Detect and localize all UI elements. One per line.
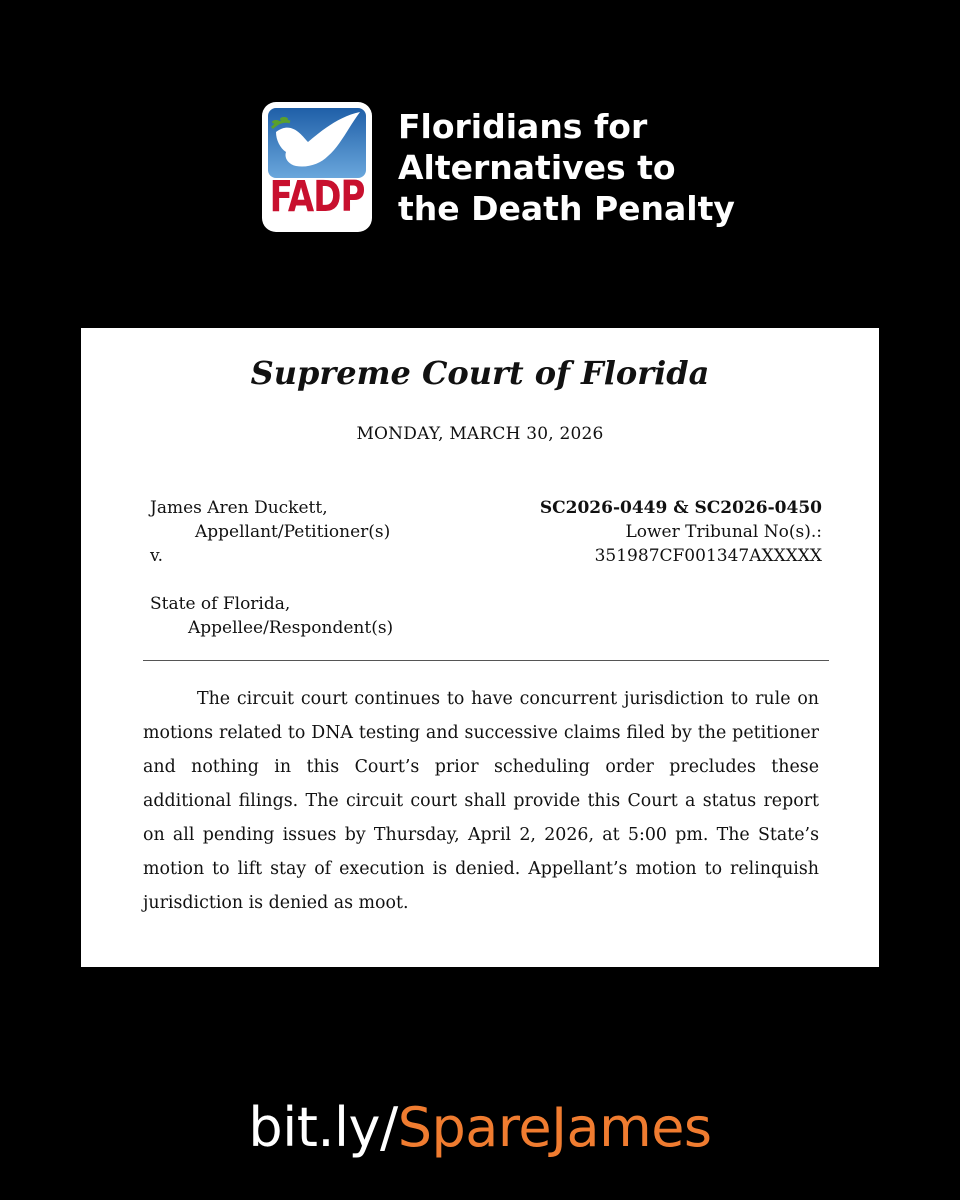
logo-text: FADP <box>269 172 365 222</box>
header <box>262 102 735 232</box>
fadp-logo <box>262 102 372 232</box>
lower-tribunal-number: 351987CF001347AXXXXX <box>594 546 822 566</box>
order-body: The circuit court continues to have concurrent jurisdiction to rule on motions related to DNA testing and successive claims filed by the petitioner and nothing in this Court’s prior scheduling order precludes these additional filings. The circuit court shall provide this Court a status report on all pending issues by Thursday, April 2, 2026, at 5:00 pm. The State’s motion to lift stay of execution is denied. Appellant’s motion to relinquish jurisdiction is denied as moot. <box>143 689 819 913</box>
url-highlight: SpareJames <box>397 1096 712 1159</box>
appellee-name: State of Florida, <box>150 594 291 614</box>
appellant-role: Appellant/Petitioner(s) <box>195 522 391 542</box>
versus: v. <box>150 546 163 566</box>
court-title: Supreme Court of Florida <box>250 354 710 392</box>
case-info <box>540 496 822 568</box>
url-prefix: bit.ly/ <box>248 1096 398 1159</box>
divider <box>143 660 829 661</box>
org-name-line: Floridians for <box>398 106 648 146</box>
court-order-document <box>81 328 879 967</box>
org-name-line: the Death Penalty <box>398 188 735 228</box>
org-name <box>398 106 735 229</box>
case-numbers: SC2026-0449 & SC2026-0450 <box>539 498 822 518</box>
campaign-link[interactable] <box>0 1096 960 1159</box>
appellee-role: Appellee/Respondent(s) <box>188 618 394 638</box>
appellant-name: James Aren Duckett, <box>150 498 328 518</box>
case-parties <box>150 496 393 640</box>
org-name-line: Alternatives to <box>398 147 676 187</box>
lower-tribunal-label: Lower Tribunal No(s).: <box>625 522 822 542</box>
order-date: MONDAY, MARCH 30, 2026 <box>356 424 604 444</box>
